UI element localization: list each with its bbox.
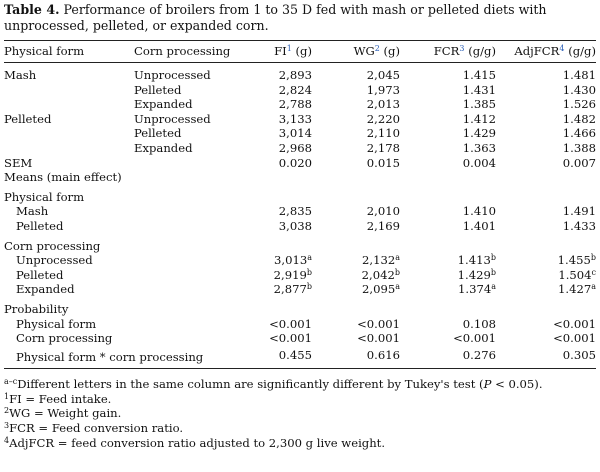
header-fi: $FI^1$ (g) (244, 41, 312, 63)
table-row: Pelleted Unprocessed 3,133 2,220 1.412 1.482 (4, 111, 596, 126)
row-label-mash: Mash (4, 68, 37, 82)
performance-table (4, 40, 596, 369)
table-row: Pelleted 3,038 2,169 1.401 1.433 (16, 218, 596, 233)
section-probability: Probability (4, 301, 69, 316)
footnote-4: $^4$AdjFCR = feed conversion ratio adjusted to 2,300 g live weight. (4, 435, 386, 450)
table-row: Physical form <0.001 <0.001 0.108 <0.001 (16, 316, 596, 331)
section-corn-processing: Corn processing (4, 238, 101, 253)
header-fi-note[interactable]: 1 (286, 44, 292, 54)
header-corn-processing: Corn processing (134, 41, 244, 63)
header-fcr-note[interactable]: 3 (459, 44, 465, 54)
footnote-3: $^3$FCR = Feed conversion ratio. (4, 421, 184, 436)
sem-row: SEM 0.020 0.015 0.004 0.007 (4, 155, 596, 170)
footnote-significance: $^{a-c}$Different letters in the same column are significantly different by Tukey's test (P < 0.05). (4, 377, 543, 392)
header-row (4, 41, 596, 63)
caption-text: Performance of broilers from 1 to 35 D fed with mash or pelleted diets with unprocessed, pelleted, or expanded corn. (4, 2, 547, 33)
table-caption (4, 2, 596, 34)
header-wg: $WG^2$ (g) (312, 41, 400, 63)
header-physical-form: Physical form (4, 41, 134, 63)
table-row: Pelleted 2,919$^b$ 2,042$^b$ 1.429$^b$ 1.504$^c$ (16, 267, 596, 282)
footnote-1: $^1$FI = Feed intake. (4, 391, 112, 406)
header-wg-note[interactable]: 2 (374, 44, 380, 54)
footnote-2: $^2$WG = Weight gain. (4, 406, 122, 421)
table-footnotes (4, 377, 596, 450)
table-row: Expanded 2,877$^b$ 2,095$^a$ 1.374$^a$ 1.427$^a$ (16, 282, 596, 297)
table-row: Unprocessed 3,013$^a$ 2,132$^a$ 1.413$^b$ 1.455$^b$ (16, 253, 596, 268)
means-heading: Means (main effect) (4, 170, 122, 185)
table-row: Corn processing <0.001 <0.001 <0.001 <0.001 (16, 331, 596, 346)
table-row: Pelleted 2,824 1,973 1.431 1.430 (134, 82, 596, 97)
table-row: Mash 2,835 2,010 1.410 1.491 (16, 204, 596, 219)
header-adjfcr: AdjFCR$^4$ (g/g) (496, 41, 596, 63)
table-row: Physical form * corn processing 0.455 0.616 0.276 0.305 (4, 346, 596, 369)
header-fcr: FCR$^3$ (g/g) (400, 41, 496, 63)
section-physical-form: Physical form (4, 189, 85, 204)
table-row: Expanded 2,968 2,178 1.363 1.388 (134, 140, 596, 155)
table-row: Mash Unprocessed 2,893 2,045 1.415 1.481 (4, 68, 596, 82)
row-label-pelleted: Pelleted (4, 111, 52, 126)
header-adjfcr-note[interactable]: 4 (559, 44, 565, 54)
table-row: Expanded 2,788 2,013 1.385 1.526 (134, 97, 596, 112)
caption-label: Table 4. (4, 2, 60, 17)
table-row: Pelleted 3,014 2,110 1.429 1.466 (134, 126, 596, 141)
